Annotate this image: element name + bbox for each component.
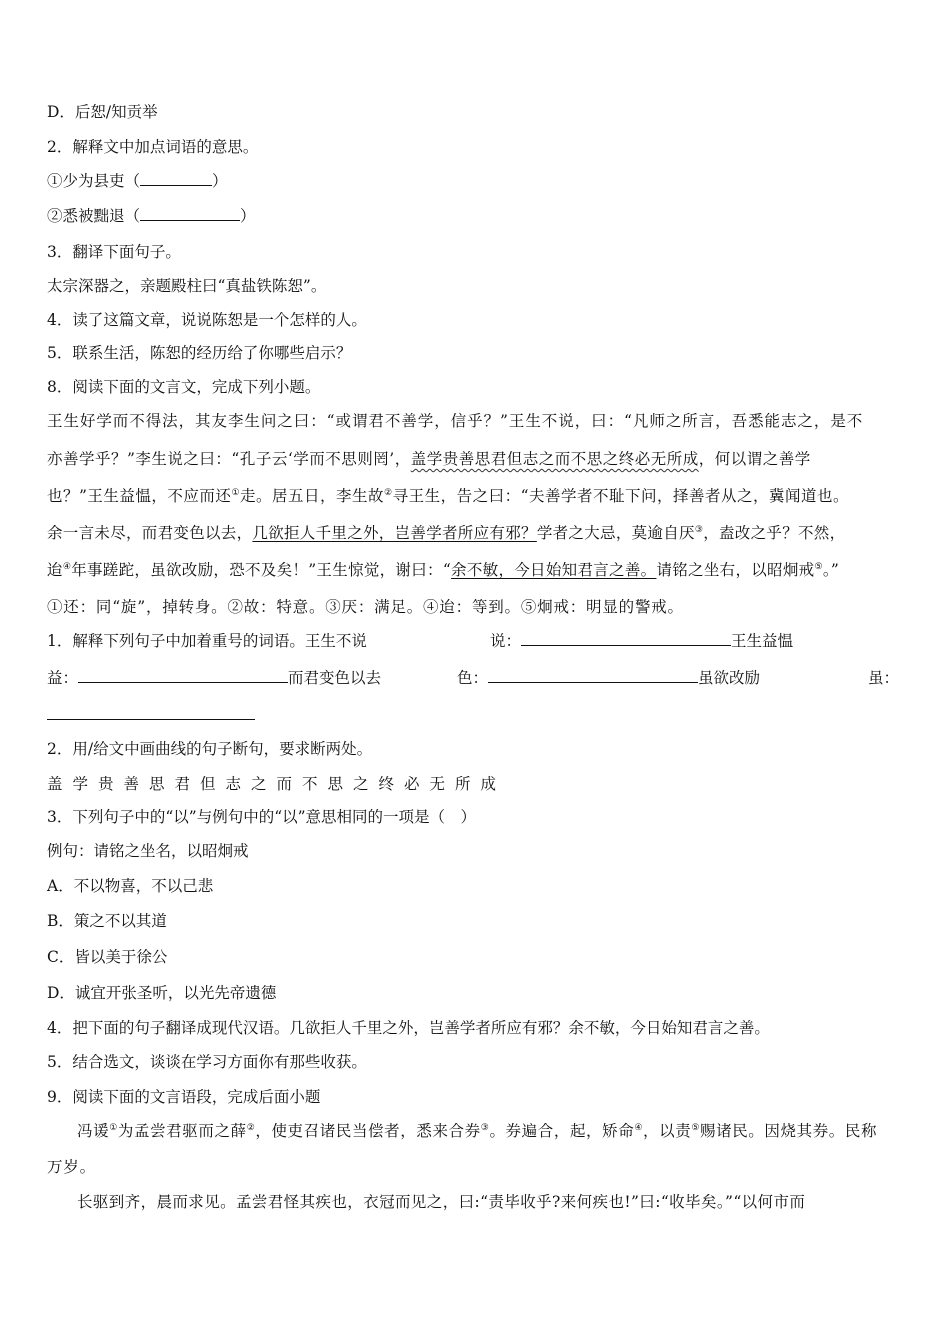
question-2-item-2 [47,206,256,226]
passage-text: 。” [822,561,840,579]
passage-9-line-3: 长驱到齐，晨而求见。孟尝君怪其疾也，衣冠而见之，曰:“责毕收乎?来何疾也!”曰:“收毕矣。”“以何市而 [77,1193,806,1211]
q1-word-4-label: 虽： [868,669,900,687]
footnote-marker: ⑤ [691,1122,700,1133]
footnote-marker: ⑤ [814,561,823,572]
q3-option-c[interactable]: C．皆以美于徐公 [47,948,168,966]
answer-blank[interactable] [78,668,288,683]
question-9-heading: 9．阅读下面的文言语段，完成后面小题 [47,1088,321,1106]
question-2-prev: 2．解释文中加点词语的意思。 [47,138,259,156]
q3-option-b[interactable]: B．策之不以其道 [47,912,167,930]
passage-text: ，使吏召诸民当偿者，悉来合券 [255,1122,481,1140]
next-sentence: 王生益愠 [731,632,794,650]
footnote-marker: ① [231,487,241,498]
passage-text: 走。居五日，李生故 [240,487,385,505]
next-sentence: 虽欲改励 [698,669,761,687]
underlined-sentence: 几欲拒人千里之外，岂善学者所应有邪？ [252,524,537,542]
wavy-underlined-sentence: 盖学贵善思君但志之而不思之终必无所成 [410,450,699,468]
answer-blank[interactable] [488,668,698,683]
q4-prompt: 4．把下面的句子翻译成现代汉语。几欲拒人千里之外，岂善学者所应有邪？余不敏，今日始知君言之善。 [47,1019,770,1037]
q2-prompt: 2．用/给文中画曲线的句子断句，要求断两处。 [47,740,373,758]
item-close: ） [212,172,228,190]
footnote-marker: ③ [694,524,704,535]
footnote-marker: ② [246,1122,256,1133]
passage-text: 请铭之坐右，以昭炯戒 [656,561,815,579]
passage-text: ，盍改之乎？不然， [703,524,846,542]
footnote-marker: ① [109,1122,118,1133]
item-text: ②悉被黜退（ [47,207,141,225]
question-5-prev: 5．联系生活，陈恕的经历给了你哪些启示？ [47,344,352,362]
passage-9-line-2: 万岁。 [47,1158,96,1176]
passage-text: 赐诸民。因烧其券。民称 [700,1122,878,1140]
answer-blank[interactable] [521,631,731,646]
passage-9-line-1 [77,1121,877,1141]
passage-8-line-1: 王生好学而不得法，其友李生问之曰：“或谓君不善学，信乎？”王生不说，曰：“凡师之所言，吾悉能志之，是不 [47,412,864,430]
q3-prompt: 3．下列句子中的“以”与例句中的“以”意思相同的一项是（ ） [47,808,477,826]
passage-8-line-4 [47,523,845,543]
item-text: ①少为县吏（ [47,172,141,190]
question-2-item-1 [47,171,228,191]
passage-text: 学者之大忌，莫逾自厌 [536,524,695,542]
passage-text: ，以责 [643,1122,692,1140]
passage-8-line-5 [47,560,839,580]
word-label: 益： [47,669,79,687]
passage-8-line-2 [47,449,811,469]
footnote-marker: ③ [480,1122,490,1133]
passage-8-line-3 [47,486,849,506]
sentence-to-translate: 太宗深器之，亲题殿柱曰“真盐铁陈恕”。 [47,277,327,295]
answer-blank[interactable] [47,705,255,720]
q3-example: 例句：请铭之坐名，以昭炯戒 [47,842,249,860]
passage-text: 年事蹉跎，虽欲改励，恐不及矣！”王生惊觉，谢曰：“ [71,561,452,579]
item-close: ） [240,207,256,225]
q2-sentence-spaced[interactable]: 盖学贵善思君但志之而不思之终必无所成 [47,775,507,793]
next-sentence: 而君变色以去 [288,669,382,687]
passage-text: ，何以谓之善学 [698,450,811,468]
q5-prompt: 5．结合选文，谈谈在学习方面你有那些收获。 [47,1053,367,1071]
footnote-marker: ④ [62,561,72,572]
q1-prompt: 1．解释下列句子中加着重号的词语。王生不说 [47,632,367,650]
passage-8-footnotes: ①还：同“旋”，掉转身。②故：特意。③厌：满足。④迨：等到。⑤炯戒：明显的警戒。 [47,598,684,616]
passage-text: 寻王生，告之曰：“夫善学者不耻下问，择善者从之，冀闻道也。 [392,487,850,505]
word-label: 色： [457,669,489,687]
word-label: 说： [490,632,522,650]
q1-word-3 [457,668,760,688]
passage-text: 亦善学乎？”李生说之曰：“孔子云‘学而不思则罔’， [47,450,411,468]
q1-word-1 [490,631,793,651]
passage-text: 。券遍合，起，矫命 [489,1122,635,1140]
question-8-heading: 8．阅读下面的文言文，完成下列小题。 [47,378,321,396]
question-3-prev: 3．翻译下面句子。 [47,243,181,261]
passage-text: 余一言未尽，而君变色以去， [47,524,253,542]
passage-text: 迨 [47,561,63,579]
option-d-prev: D．后恕/知贡举 [47,103,158,121]
underlined-sentence: 余不敏，今日始知君言之善。 [451,561,657,579]
q3-option-d[interactable]: D．诚宜开张圣听，以光先帝遗德 [47,984,277,1002]
passage-text: 也？”王生益愠，不应而还 [47,487,232,505]
answer-blank[interactable] [140,206,240,221]
q3-option-a[interactable]: A．不以物喜，不以己悲 [47,877,214,895]
question-4-prev: 4．读了这篇文章，说说陈恕是一个怎样的人。 [47,311,367,329]
q1-word-2 [47,668,381,688]
footnote-marker: ② [384,487,393,498]
answer-blank[interactable] [140,171,212,186]
passage-text: 为孟尝君驱而之薛 [117,1122,247,1140]
passage-text: 冯谖 [77,1122,110,1140]
q1-word-4-blank-line [47,705,255,725]
footnote-marker: ④ [634,1122,644,1133]
